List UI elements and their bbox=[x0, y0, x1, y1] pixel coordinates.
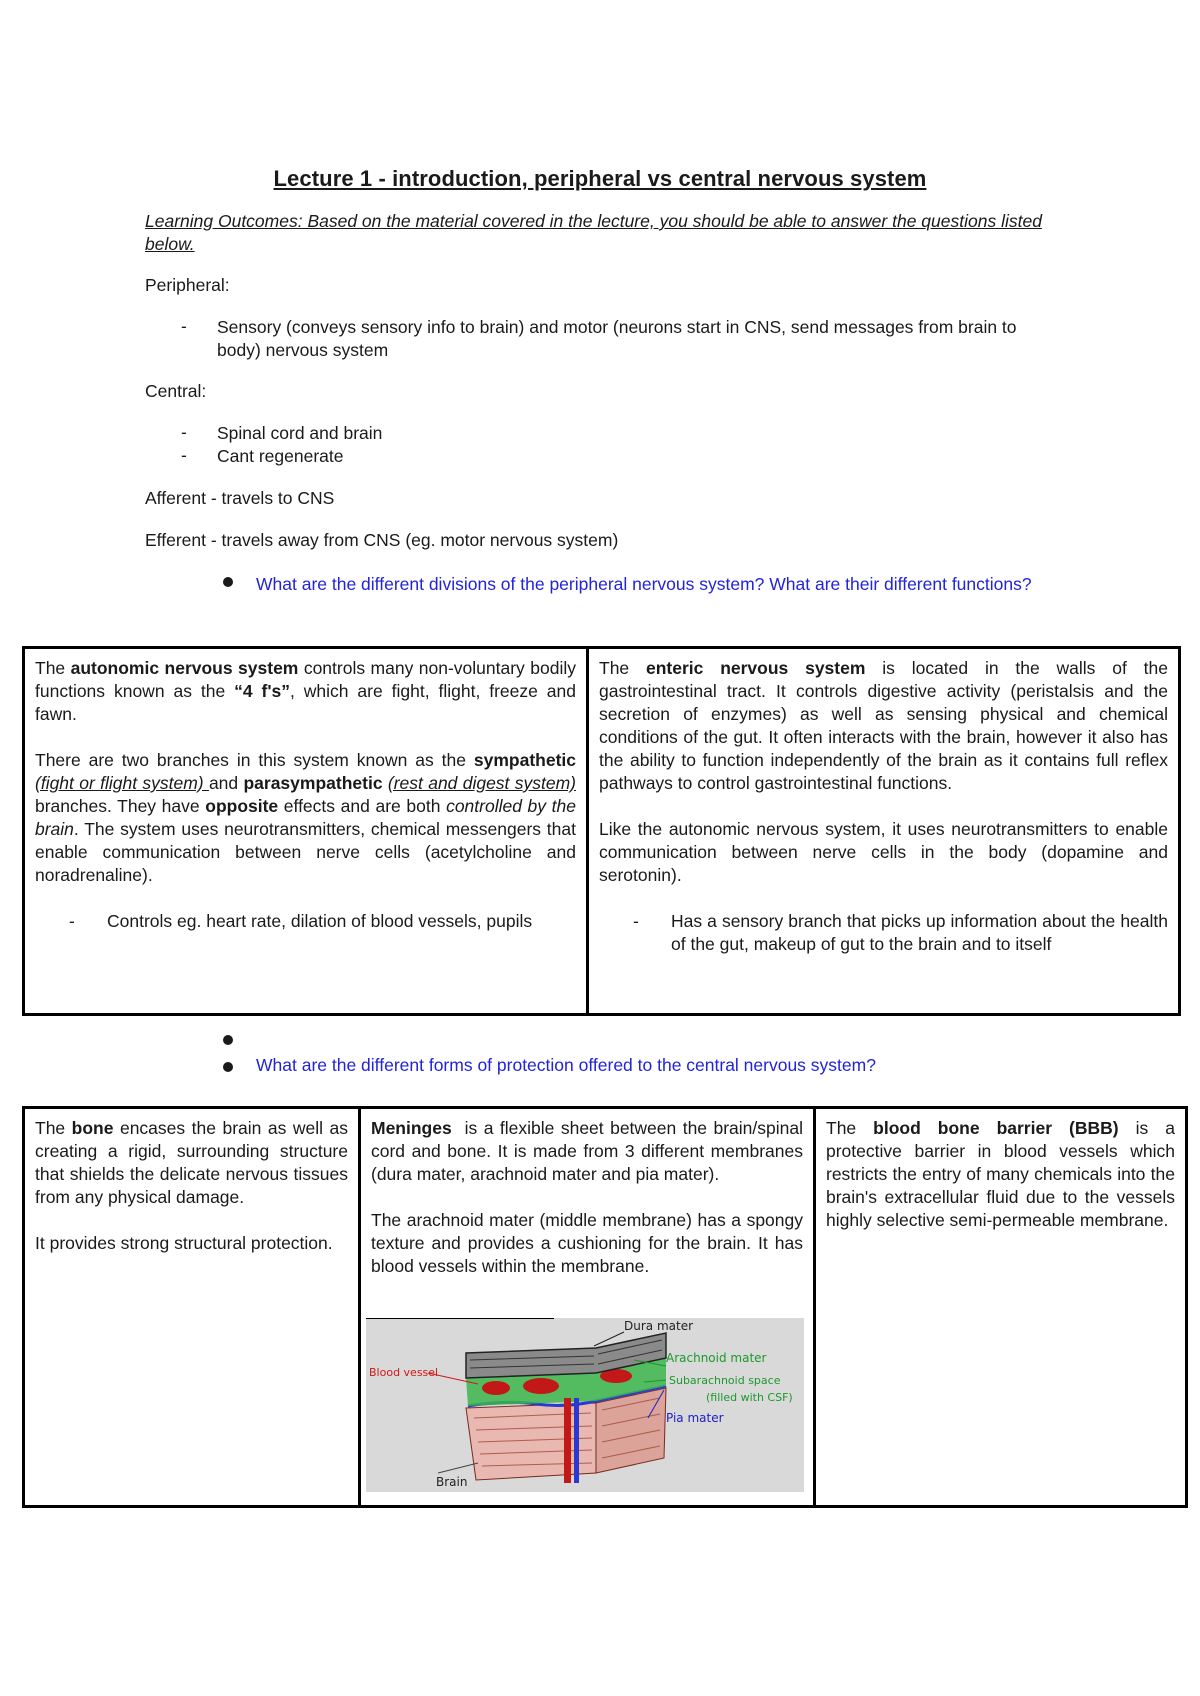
meninges-paragraph-2: The arachnoid mater (middle membrane) has a spongy texture and provides a cushioning for the brain. It has blood vessels within the membrane. bbox=[371, 1210, 803, 1276]
afferent-text: Afferent - travels to CNS bbox=[145, 488, 335, 508]
label-pia: Pia mater bbox=[666, 1411, 724, 1425]
pns-divisions-table bbox=[22, 646, 1181, 1016]
label-brain: Brain bbox=[436, 1475, 468, 1489]
bullet-dot bbox=[223, 1062, 233, 1072]
peripheral-heading: Peripheral: bbox=[145, 275, 230, 295]
autonomic-paragraph-2: There are two branches in this system known as the sympathetic (fight or flight system) and parasympathetic (rest and digest system) branches. They have opposite effects and are both controlled by the brain. The system uses neurotransmitters, chemical messengers that enable communication between nerve cells (acetylcholine and noradrenaline). bbox=[35, 750, 576, 885]
bone-paragraph-2: It provides strong structural protection. bbox=[35, 1233, 333, 1253]
autonomic-cell bbox=[25, 649, 586, 1013]
dash-bullet: - bbox=[181, 422, 187, 442]
bullet-dot bbox=[223, 1035, 233, 1045]
label-arachnoid: Arachnoid mater bbox=[666, 1351, 767, 1365]
meninges-diagram bbox=[366, 1318, 804, 1492]
label-dura: Dura mater bbox=[624, 1319, 694, 1333]
label-subarachnoid: Subarachnoid space bbox=[669, 1374, 781, 1387]
peripheral-item: Sensory (conveys sensory info to brain) and motor (neurons start in CNS, send messages from brain to body) nervous system bbox=[217, 317, 1017, 360]
dash-bullet: - bbox=[181, 316, 187, 336]
learning-outcomes: Learning Outcomes: Based on the material covered in the lecture, you should be able to answer the questions listed below. bbox=[145, 211, 1042, 254]
enteric-paragraph-1: The enteric nervous system is located in the walls of the gastrointestinal tract. It controls digestive activity (peristalsis and the secretion of enzymes) as well as sensing physical and chemical conditions of the gut. It often interacts with the brain, however it also has the ability to function independently of the brain as it contains full reflex pathways to control gastrointestinal functions. bbox=[599, 658, 1168, 793]
page-title: Lecture 1 - introduction, peripheral vs central nervous system bbox=[273, 166, 927, 191]
label-csf: (filled with CSF) bbox=[706, 1391, 793, 1404]
bbb-cell bbox=[816, 1109, 1185, 1505]
enteric-bullet: - Has a sensory branch that picks up information about the health of the gut, makeup of gut to the brain and to itself bbox=[633, 911, 1168, 954]
bone-cell bbox=[25, 1109, 358, 1505]
question-cns-protection: What are the different forms of protection offered to the central nervous system? bbox=[256, 1055, 876, 1075]
bbb-paragraph-1: The blood bone barrier (BBB) is a protective barrier in blood vessels which restricts the entry of many chemicals into the brain's extracellular fluid due to the vessels highly selective semi-permeable membrane. bbox=[826, 1118, 1175, 1230]
meninges-paragraph-1: Meninges is a flexible sheet between the brain/spinal cord and bone. It is made from 3 different membranes (dura mater, arachnoid mater and pia mater). bbox=[371, 1118, 808, 1184]
efferent-text: Efferent - travels away from CNS (eg. motor nervous system) bbox=[145, 530, 619, 550]
enteric-cell bbox=[589, 649, 1178, 1013]
bone-paragraph-1: The bone encases the brain as well as creating a rigid, surrounding structure that shields the delicate nervous tissues from any physical damage. bbox=[35, 1118, 348, 1207]
autonomic-paragraph-1: The autonomic nervous system controls many non-voluntary bodily functions known as the “4 f's”, which are fight, flight, freeze and fawn. bbox=[35, 658, 576, 724]
question-pns-divisions: What are the different divisions of the peripheral nervous system? What are their different functions? bbox=[256, 574, 1032, 594]
label-blood-vessel: Blood vessel bbox=[369, 1366, 439, 1379]
bullet-dot bbox=[223, 577, 233, 587]
central-heading: Central: bbox=[145, 381, 207, 401]
central-item: Cant regenerate bbox=[217, 446, 344, 466]
enteric-paragraph-2: Like the autonomic nervous system, it uses neurotransmitters to enable communication between nerve cells in the body (dopamine and serotonin). bbox=[599, 819, 1168, 885]
autonomic-bullet: - Controls eg. heart rate, dilation of blood vessels, pupils bbox=[69, 911, 533, 931]
dash-bullet: - bbox=[181, 445, 187, 465]
central-item: Spinal cord and brain bbox=[217, 423, 383, 443]
